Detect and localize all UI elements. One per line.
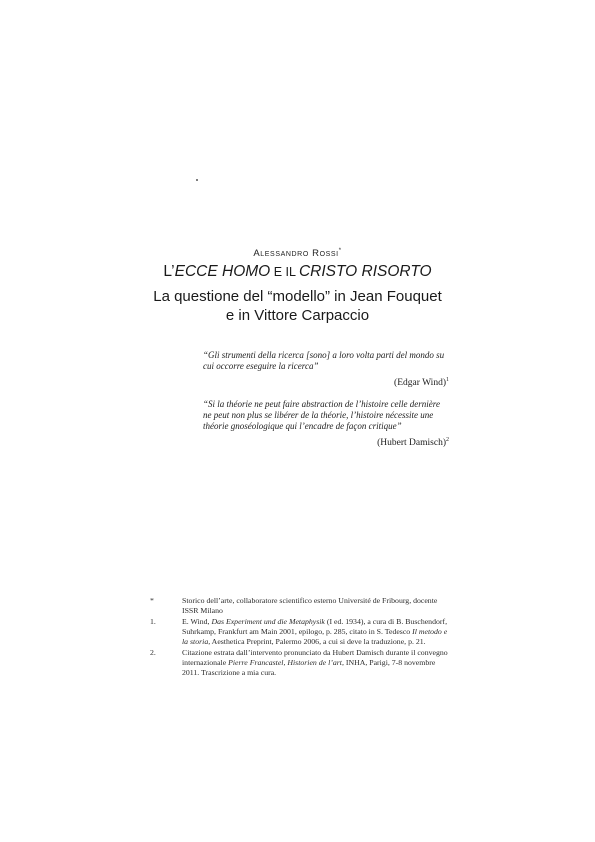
subtitle-line-2: e in Vittore Carpaccio [225, 307, 370, 324]
subtitle-line-1: La questione del “modello” in Jean Fouquet [153, 288, 442, 305]
footnote-marker: * [150, 596, 154, 605]
author-name-text: Alessandro Rossi [253, 248, 339, 260]
epigraph-damisch [203, 399, 449, 449]
epigraph-quote: “Gli strumenti della ricerca [sono] a loro volta parti del mondo su cui occorre eseguire la ricerca” [203, 350, 445, 371]
footnote-marker: 1. [150, 617, 156, 626]
footnote-1 [150, 617, 450, 647]
footnote-text-pre: Citazione estrata dall’intervento pronunciato da Hubert Damisch durante il convegno internazionale [182, 648, 448, 667]
footnote-text-post: , Aesthetica Preprint, Palermo 2006, a cui si deve la traduzione, p. 21. [208, 637, 426, 646]
epigraph-attribution [203, 435, 449, 449]
footnote-text-post: , INHA, Parigi, 7-8 novembre 2011. Trascrizione a mia cura. [182, 658, 436, 677]
scan-speck [196, 179, 198, 181]
epigraph-attribution-text: (Hubert Damisch) [377, 438, 446, 449]
footnote-2 [150, 648, 450, 678]
footnote-marker: 2. [150, 648, 156, 657]
epigraph-quote: “Si la théorie ne peut faire abstraction de l’histoire celle dernière ne peut non plus se libérer de la théorie, l’histoire nécessite une théorie gnoséologique qui l’encadre de façon critique” [203, 399, 440, 431]
footnote-conference-title: Pierre Francastel, Historien de l’art [228, 658, 342, 667]
epigraph-wind [203, 350, 449, 389]
footnote-ref: 2 [446, 437, 449, 443]
footnote-book-title: Il metodo e la storia [182, 627, 448, 646]
title-cristo-risorto: CRISTO RISORTO [298, 263, 432, 280]
title-prefix: L’ [163, 263, 175, 280]
epigraph-attribution-text: (Edgar Wind) [394, 378, 446, 389]
author-name [0, 248, 595, 259]
footnotes [150, 596, 450, 679]
footnote-text: Storico dell’arte, collaboratore scientifico esterno Université de Fribourg, docente ISSR Milano [182, 596, 438, 615]
article-subtitle [0, 287, 595, 325]
footnote-ref: 1 [446, 377, 449, 383]
footnote-text-mid: (I ed. 1934), a cura di B. Buschendorf, Suhrkamp, Frankfurt am Main 2001, epilogo, p. 285, citato in S. Tedesco [182, 617, 448, 636]
article-title [0, 263, 595, 281]
epigraph-attribution [203, 375, 449, 389]
footnote-book-title: Das Experiment und die Metaphysik [211, 617, 325, 626]
footnote-text-pre: E. Wind, [182, 617, 212, 626]
author-footnote-mark: * [338, 248, 342, 254]
footnote-author [150, 596, 450, 616]
title-ecce-homo: ECCE HOMO [174, 263, 271, 280]
title-conjunction: E IL [270, 265, 299, 279]
